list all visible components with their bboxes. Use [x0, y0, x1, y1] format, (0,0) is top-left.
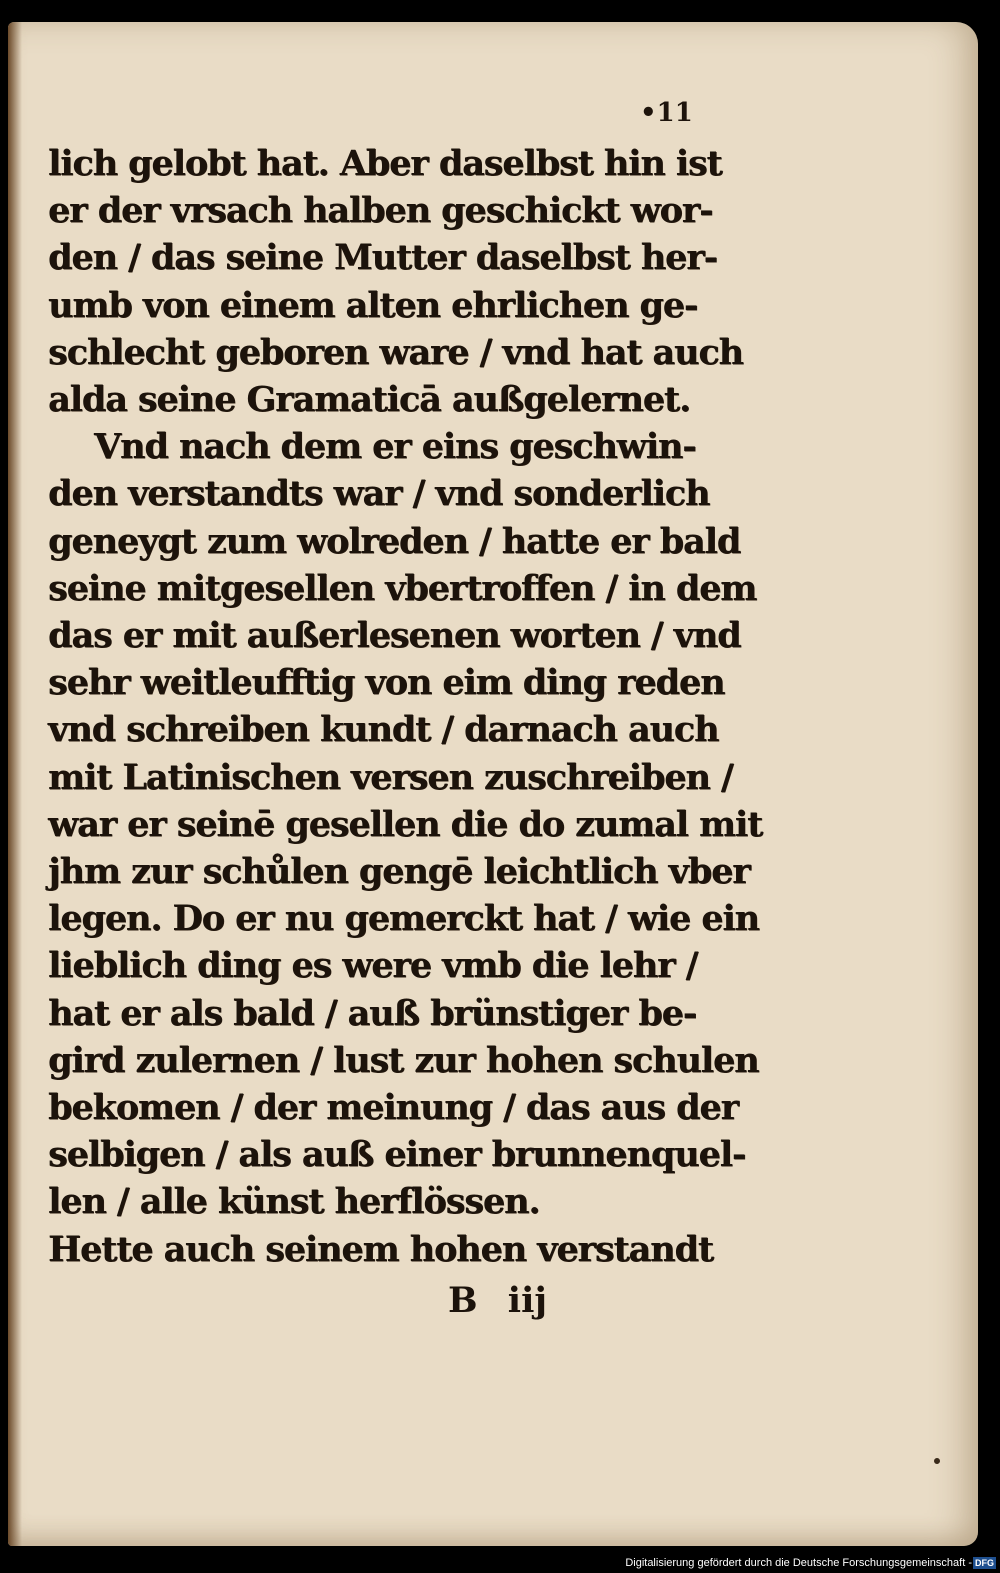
text-line: das er mit außerlesenen worten / vnd [48, 615, 741, 657]
text-line: bekomen / der meinung / das aus der [48, 1087, 738, 1129]
signature-mark: B iij [448, 1280, 548, 1321]
page-gutter-edge [8, 22, 22, 1546]
text-line: er der vrsach halben geschickt wor- [48, 190, 713, 232]
text-line: jhm zur schůlen gengē leichtlich vber [48, 851, 750, 893]
text-line: len / alle künst herflössen. [48, 1181, 540, 1223]
text-line: umb von einem alten ehrlichen ge- [48, 284, 698, 326]
dfg-logo: DFG [975, 1558, 994, 1568]
text-line: war er seinē gesellen die do zumal mit [48, 803, 763, 845]
text-line: den verstandts war / vnd sonderlich [48, 473, 710, 515]
text-line: lich gelobt hat. Aber daselbst hin ist [48, 143, 722, 184]
text-line: seine mitgesellen vbertroffen / in dem [48, 567, 757, 609]
text-line: alda seine Gramaticā außgelernet. [48, 379, 691, 421]
text-line: gird zulernen / lust zur hohen schulen [48, 1039, 759, 1081]
text-line: vnd schreiben kundt / darnach auch [48, 709, 719, 751]
text-line: geneygt zum wolreden / hatte er bald [48, 520, 741, 562]
paragraph-start-line: Hette auch seinem hohen verstandt [48, 1228, 713, 1270]
text-line: hat er als bald / auß brünstiger be- [48, 992, 697, 1034]
text-line: schlecht geboren ware / vnd hat auch [48, 331, 743, 373]
footer-bar [0, 1551, 1000, 1573]
text-line: legen. Do er nu gemerckt hat / wie ein [48, 898, 759, 940]
text-block [48, 140, 763, 1273]
paragraph-start-line: Vnd nach dem er eins geschwin- [94, 426, 696, 468]
text-line: lieblich ding es were vmb die lehr / [48, 945, 698, 987]
text-line: den / das seine Mutter daselbst her- [48, 237, 717, 279]
text-line: mit Latinischen versen zuschreiben / [48, 756, 733, 798]
digitization-credit: Digitalisierung gefördert durch die Deutsche Forschungsgemeinschaft - [625, 1557, 972, 1569]
folio-number: •11 [640, 98, 693, 128]
text-line: sehr weitleufftig von eim ding reden [48, 662, 725, 704]
text-line: selbigen / als auß einer brunnenquel- [48, 1134, 746, 1176]
